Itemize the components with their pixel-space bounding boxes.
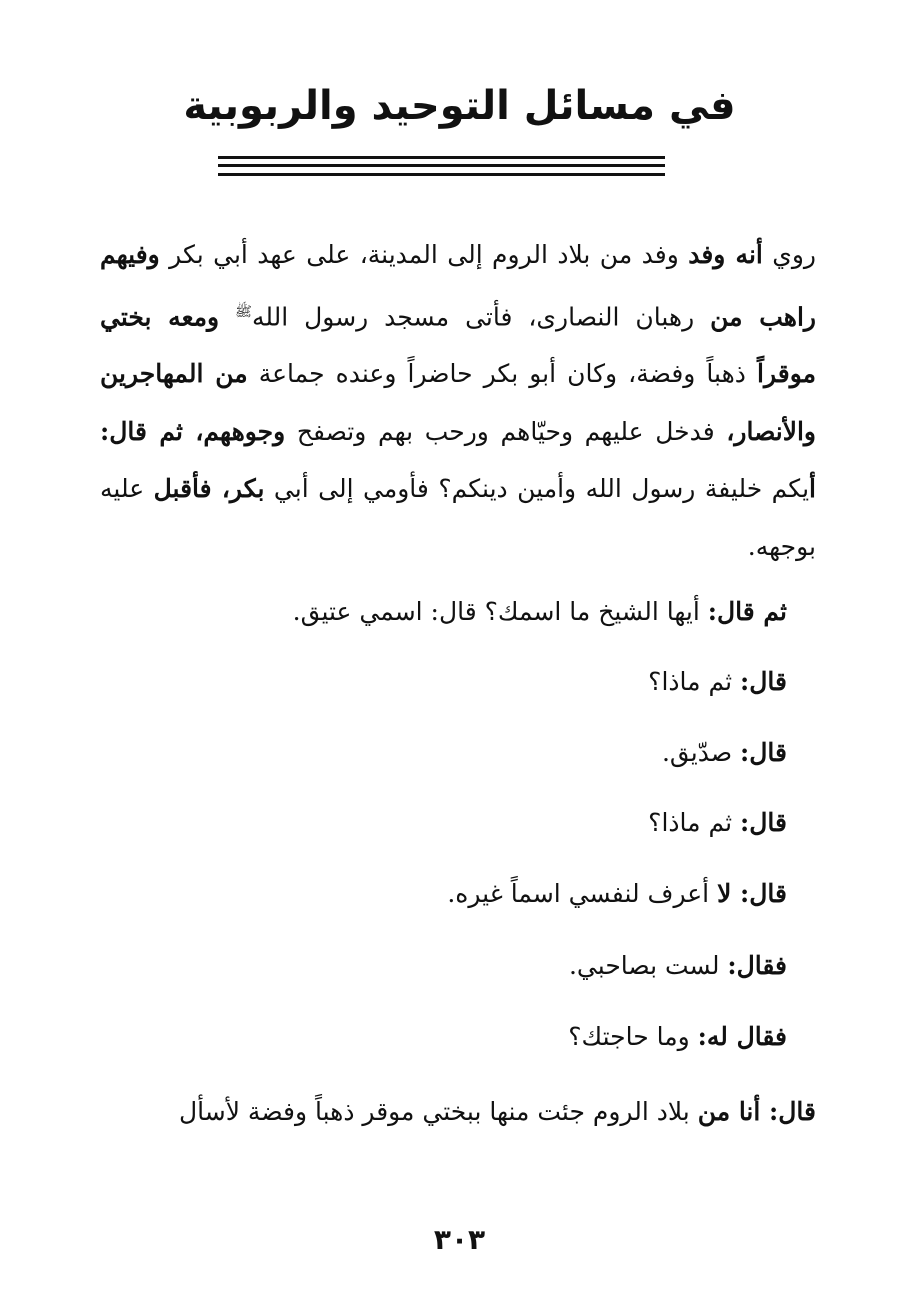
opening-paragraph — [100, 226, 816, 575]
speaker-label: فقال: — [727, 951, 787, 980]
dialogue-line — [100, 662, 787, 702]
bold-run: أنه وفد — [688, 240, 763, 269]
speaker-label: قال: لا — [717, 879, 787, 908]
bold-run: بكر، فأقبل — [153, 474, 265, 504]
rule-line — [218, 156, 665, 159]
text-run: عليه بوجهه. — [100, 474, 816, 561]
text-run: روي — [762, 240, 816, 269]
dialogue-line — [100, 946, 787, 986]
chapter-title: في مسائل التوحيد والربوبية — [183, 83, 736, 129]
text-run — [219, 302, 235, 331]
dialogue-line — [100, 803, 787, 843]
dialogue-text: بلاد الروم جئت منها ببختي موقر ذهباً وفضة لأسأل — [178, 1097, 698, 1126]
text-run: ذهباً وفضة، وكان أبو بكر حاضراً وعنده جماعة — [247, 359, 757, 389]
rule-line — [218, 164, 665, 167]
rule-line — [218, 173, 665, 176]
bold-run: وفيهم راهب من — [100, 240, 817, 331]
dialogue-text: وما حاجتك؟ — [568, 1022, 698, 1051]
title-triple-rule — [218, 156, 665, 180]
dialogue-line — [100, 1017, 787, 1057]
bold-run: وجوههم، ثم قال: أ — [100, 416, 816, 504]
bold-run: من المهاجرين والأنصار، — [100, 359, 816, 446]
page-number: ٣٠٣ — [433, 1223, 486, 1256]
speaker-label: ثم قال: — [707, 597, 787, 626]
dialogue-line — [100, 733, 787, 773]
text-run: رهبان النصارى، فأتى مسجد رسول الله — [251, 301, 711, 331]
speaker-label: قال: أنا من — [697, 1097, 816, 1126]
text-run: فدخل عليهم وحيّاهم ورحب بهم وتصفح — [285, 416, 727, 446]
dialogue-line — [100, 592, 787, 632]
speaker-label: فقال له: — [697, 1022, 787, 1051]
speaker-label: قال: — [740, 738, 787, 767]
continuation-line — [100, 1092, 816, 1132]
dialogue-text: أيها الشيخ ما اسمك؟ قال: اسمي عتيق. — [292, 597, 708, 626]
speaker-label: قال: — [740, 808, 787, 837]
salawat-symbol: ﷺ — [235, 303, 252, 320]
text-run: يكم خليفة رسول الله وأمين دينكم؟ فأومي إلى أبي — [264, 474, 810, 504]
bold-run: ومعه بختي موقراً — [100, 301, 816, 389]
dialogue-text: ثم ماذا؟ — [648, 667, 741, 696]
dialogue-text: لست بصاحبي. — [568, 951, 728, 980]
speaker-label: قال: — [740, 667, 787, 696]
dialogue-text: صدّيق. — [661, 738, 741, 767]
dialogue-text: أعرف لنفسي اسماً غيره. — [447, 879, 718, 908]
text-run: وفد من بلاد الروم إلى المدينة، على عهد أبي بكر — [159, 240, 689, 269]
dialogue-line — [100, 874, 787, 914]
dialogue-text: ثم ماذا؟ — [648, 808, 741, 837]
